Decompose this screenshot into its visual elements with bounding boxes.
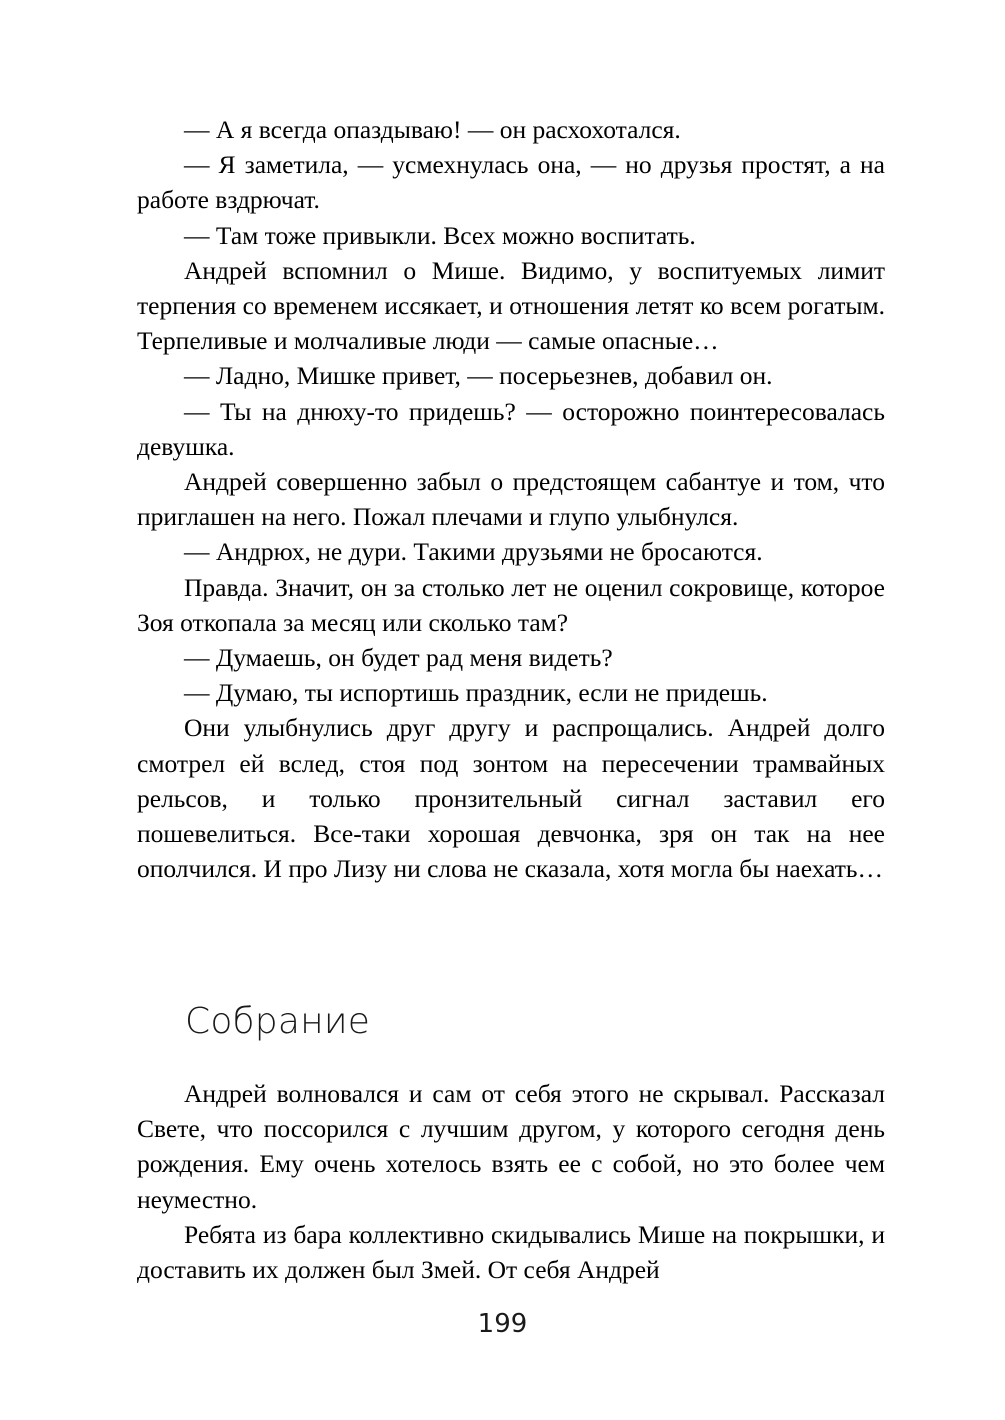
paragraph: — Андрюх, не дури. Такими друзьями не бросаются. <box>184 537 763 567</box>
paragraph: — Думаешь, он будет рад меня видеть? <box>184 643 613 673</box>
page-number: 199 <box>477 1309 528 1339</box>
body-text-section-one <box>137 112 885 886</box>
body-text-section-two <box>137 1076 885 1287</box>
paragraph: — Ты на днюху-то придешь? — осторожно поинтересовалась девушка. <box>137 396 885 461</box>
paragraph: Андрей волновался и сам от себя этого не скрывал. Рассказал Свете, что поссорился с лучшим другом, у которого сегодня день рождения. Ему очень хотелось взять ее с собой, но это более чем неуместно. <box>137 1079 885 1214</box>
paragraph: Андрей вспомнил о Мише. Видимо, у воспитуемых лимит терпения со временем иссякает, и отношения летят ко всем рогатым. Терпеливые и молчаливые люди — самые опасные… <box>137 255 885 356</box>
paragraph: — Ладно, Мишке привет, — посерьезнев, добавил он. <box>184 361 773 391</box>
paragraph: — Там тоже привыкли. Всех можно воспитать. <box>184 220 696 250</box>
paragraph: — Думаю, ты испортишь праздник, если не придешь. <box>184 678 768 708</box>
paragraph: Правда. Значит, он за столько лет не оценил сокровище, которое Зоя откопала за месяц или сколько там? <box>137 572 885 637</box>
paragraph: — Я заметила, — усмехнулась она, — но друзья простят, а на работе вздрючат. <box>137 150 885 215</box>
paragraph: Они улыбнулись друг другу и распрощались. Андрей долго смотрел ей вслед, стоя под зонтом на пересечении трамвайных рельсов, и только пронзительный сигнал заставил его пошевелиться. Все-таки хорошая девчонка, зря он так на нее ополчился. И про Лизу ни слова не сказала, хотя могла бы наехать… <box>137 713 885 884</box>
paragraph: Андрей совершенно забыл о предстоящем сабантуе и том, что приглашен на него. Пожал плечами и глупо улыбнулся. <box>137 467 885 532</box>
paragraph: — А я всегда опаздываю! — он расхохотался. <box>184 115 681 144</box>
paragraph: Ребята из бара коллективно скидывались Мише на покрышки, и доставить их должен был Змей. От себя Андрей <box>137 1219 885 1285</box>
chapter-title: Собрание <box>185 1001 371 1042</box>
